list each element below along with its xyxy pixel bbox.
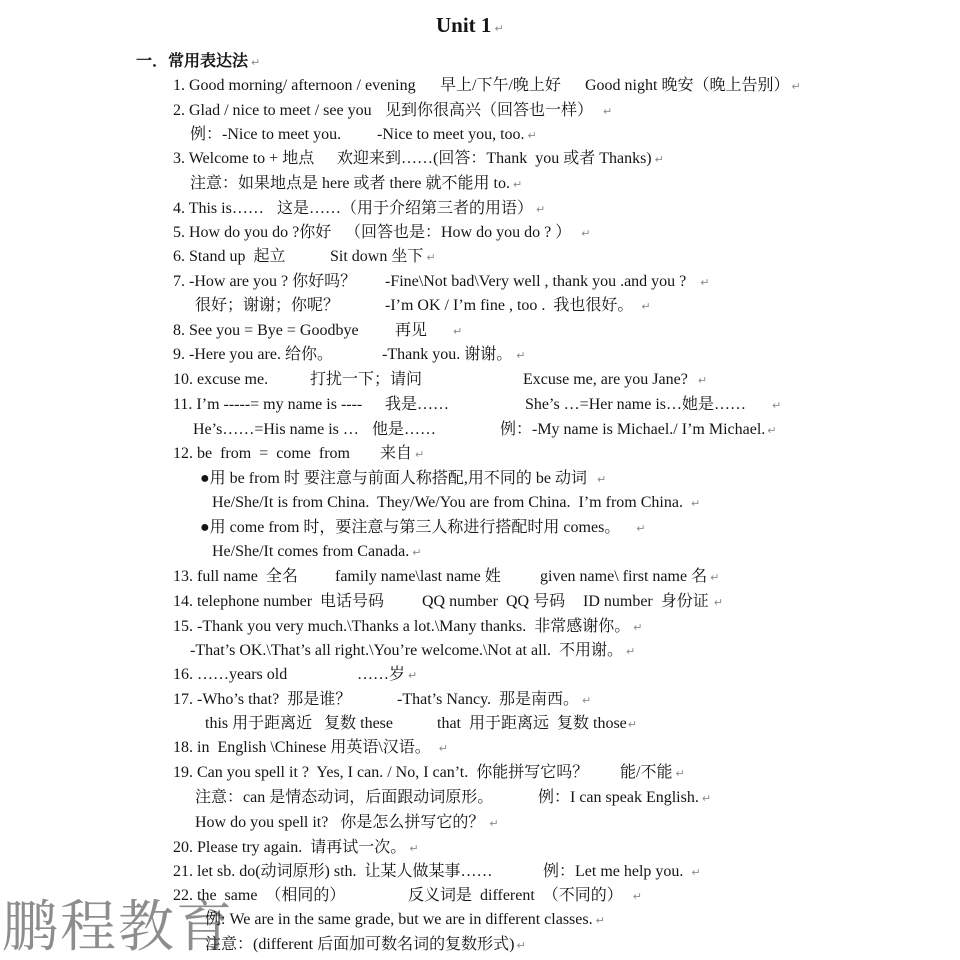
segment-text: She’s …=Her name is…她是…… <box>525 396 747 413</box>
line-segment <box>395 321 462 342</box>
line-segment: 9. -Here you are. 给你。 <box>173 346 333 363</box>
section-heading <box>136 52 260 73</box>
paragraph-mark: ↵ <box>675 767 685 780</box>
expression-item-11-continued <box>0 420 960 440</box>
line-segment: 4. This is…… <box>173 200 264 217</box>
paragraph-mark: ↵ <box>512 178 523 191</box>
title-text: Unit 1 <box>436 13 492 37</box>
line-segment: 14. telephone number <box>173 593 313 610</box>
expression-item-15-continued <box>0 641 960 661</box>
paragraph-mark: ↵ <box>438 742 448 755</box>
line-segment: 10. excuse me. <box>173 371 269 388</box>
paragraph-mark: ↵ <box>603 105 613 118</box>
segment-text: 15. -Thank you very much.\Thanks a lot.\Many thanks. 非常感谢你。 <box>173 618 631 635</box>
expression-item-19-example <box>0 813 960 833</box>
line-segment: 16. ……years old <box>173 666 288 683</box>
line-segment <box>337 149 664 170</box>
line-segment <box>377 125 537 146</box>
line-segment <box>205 910 605 931</box>
segment-text: 来自 <box>380 445 413 462</box>
line-segment <box>538 788 711 809</box>
segment-text: -That’s OK.\That’s all right.\You’re welcome.\Not at all. 不用谢。 <box>190 642 623 659</box>
line-segment <box>212 542 422 563</box>
paragraph-mark: ↵ <box>772 399 782 412</box>
expression-item-12-example-2 <box>0 542 960 562</box>
line-segment <box>525 395 781 416</box>
paragraph-mark: ↵ <box>713 596 723 609</box>
expression-item-8 <box>0 321 960 341</box>
segment-text: -Fine\Not bad\Very well , thank you .and you ? <box>385 273 687 290</box>
line-segment: 17. -Who’s that? 那是谁？ <box>173 691 352 708</box>
expression-item-14 <box>0 592 960 612</box>
segment-text: 再见 <box>395 322 428 339</box>
expression-item-2-example <box>0 125 960 145</box>
paragraph-mark: ↵ <box>489 817 499 830</box>
line-segment <box>385 101 612 122</box>
paragraph-mark: ↵ <box>408 669 418 682</box>
paragraph-mark: ↵ <box>516 349 526 362</box>
segment-text: He/She/It is from China. They/We/You are from China. I’m from China. <box>212 494 683 511</box>
segment-text: 见到你很高兴（回答也一样） <box>385 102 594 119</box>
paragraph-mark: ↵ <box>697 374 708 387</box>
expression-item-1 <box>0 76 960 96</box>
segment-text: 欢迎来到……(回答：Thank you 或者 Thanks) <box>337 150 652 167</box>
line-segment <box>380 444 424 465</box>
expression-item-22-example <box>0 910 960 930</box>
segment-text: ID number 身份证 <box>583 593 709 610</box>
paragraph-mark: ↵ <box>251 56 261 69</box>
line-segment <box>173 838 419 859</box>
segment-text: Sit down 坐下 <box>330 248 424 265</box>
section-heading-text: 一．常用表达法 <box>136 53 249 70</box>
line-segment <box>345 223 590 244</box>
paragraph-mark: ↵ <box>453 325 463 338</box>
segment-text: Good night 晚安（晚上告别） <box>585 77 790 94</box>
paragraph-mark: ↵ <box>710 571 720 584</box>
segment-text: 18. in English \Chinese 用英语\汉语。 <box>173 739 431 756</box>
line-segment: 5. How do you do ?你好 <box>173 224 332 241</box>
expression-item-20 <box>0 838 960 858</box>
line-segment: QQ number QQ 号码 <box>422 593 566 610</box>
expression-item-15 <box>0 617 960 637</box>
expression-item-21 <box>0 862 960 882</box>
paragraph-mark: ↵ <box>690 497 701 510</box>
segment-text: 注意：如果地点是 here 或者 there 就不能用 to. <box>190 175 510 192</box>
line-segment <box>200 518 646 539</box>
paragraph-mark: ↵ <box>581 227 591 240</box>
line-segment: He’s……=His name is … <box>193 421 359 438</box>
segment-text: （回答也是：How do you do ? ） <box>345 224 572 241</box>
segment-text: He/She/It comes from Canada. <box>212 543 410 560</box>
line-segment: 他是…… <box>372 421 437 438</box>
line-segment: 3. Welcome to + 地点 <box>173 150 315 167</box>
document-title <box>436 12 504 42</box>
paragraph-mark: ↵ <box>426 251 436 264</box>
line-segment <box>543 862 701 883</box>
segment-text: -That’s Nancy. 那是南西。 <box>397 691 580 708</box>
line-segment <box>190 641 635 662</box>
segment-text: 能/不能 <box>620 764 673 781</box>
segment-text: Excuse me, are you Jane? <box>523 371 688 388</box>
expression-item-17 <box>0 690 960 710</box>
expression-item-11 <box>0 395 960 415</box>
expression-item-5 <box>0 223 960 243</box>
expression-item-7 <box>0 272 960 292</box>
segment-text: 例：-My name is Michael./ I’m Michael. <box>500 421 766 438</box>
line-segment: 2. Glad / nice to meet / see you <box>173 102 372 119</box>
line-segment: 1. Good morning/ afternoon / evening <box>173 77 416 94</box>
line-segment <box>277 199 545 220</box>
segment-text: 例: We are in the same grade, but we are in different classes. <box>205 911 593 928</box>
expression-item-13 <box>0 567 960 587</box>
line-segment: 很好；谢谢；你呢？ <box>195 297 340 314</box>
line-segment: 例：-Nice to meet you. <box>190 126 342 143</box>
expression-item-2 <box>0 101 960 121</box>
paragraph-mark: ↵ <box>409 842 419 855</box>
line-segment <box>583 592 723 613</box>
expression-item-3 <box>0 149 960 169</box>
paragraph-mark: ↵ <box>494 22 504 35</box>
expression-item-3-note <box>0 174 960 194</box>
watermark: 鹏程教育 <box>2 895 234 960</box>
paragraph-mark: ↵ <box>701 792 712 805</box>
line-segment: 电话号码 <box>320 593 385 610</box>
line-segment: 我是…… <box>385 396 450 413</box>
expression-item-19-note <box>0 788 960 808</box>
paragraph-mark: ↵ <box>596 473 607 486</box>
line-segment <box>397 690 591 711</box>
expression-item-12-usage-note-1 <box>0 469 960 489</box>
expression-item-12-example-1 <box>0 493 960 513</box>
expression-item-19 <box>0 763 960 783</box>
line-segment: 11. I’m -----= my name is ---- <box>173 396 363 413</box>
paragraph-mark: ↵ <box>767 424 777 437</box>
line-segment <box>620 763 685 784</box>
line-segment: 6. Stand up 起立 <box>173 248 286 265</box>
line-segment: 7. -How are you ? 你好吗？ <box>173 273 357 290</box>
segment-text: 例：I can speak English. <box>538 789 699 806</box>
paragraph-mark: ↵ <box>527 129 537 142</box>
segment-text: 注意：(different 后面加可数名词的复数形式) <box>205 936 515 953</box>
paragraph-mark: ↵ <box>632 890 643 903</box>
segment-text: 20. Please try again. 请再试一次。 <box>173 839 407 856</box>
line-segment: 19. Can you spell it ? Yes, I can. / No, I can’t. 你能拼写它吗？ <box>173 764 589 781</box>
expression-item-7-continued <box>0 296 960 316</box>
paragraph-mark: ↵ <box>516 939 526 952</box>
paragraph-mark: ↵ <box>536 203 546 216</box>
expression-item-12-usage-note-2 <box>0 518 960 538</box>
line-segment <box>500 420 777 441</box>
paragraph-mark: ↵ <box>633 621 643 634</box>
segment-text: How do you spell it? 你是怎么拼写它的？ <box>195 814 485 831</box>
line-segment <box>357 665 417 686</box>
line-segment: 13. full name 全名 <box>173 568 298 585</box>
line-segment <box>212 493 700 514</box>
line-segment: 8. See you = Bye = Goodbye <box>173 322 359 339</box>
line-segment: 打扰一下；请问 <box>310 371 423 388</box>
line-segment <box>385 272 710 293</box>
expression-item-17-note <box>0 714 960 734</box>
expression-item-22-note <box>0 935 960 955</box>
line-segment <box>408 886 642 907</box>
line-segment <box>382 345 525 366</box>
line-segment: 21. let sb. do(动词原形) sth. 让某人做某事…… <box>173 863 493 880</box>
line-segment: 12. be from = come from <box>173 445 350 462</box>
segment-text: -Nice to meet you, too. <box>377 126 525 143</box>
line-segment <box>173 738 448 759</box>
line-segment <box>200 469 606 490</box>
segment-text: -I’m OK / I’m fine , too . 我也很好。 <box>385 297 634 314</box>
paragraph-mark: ↵ <box>636 522 646 535</box>
line-segment <box>540 567 719 588</box>
line-segment <box>523 370 707 391</box>
line-segment: 22. the same （相同的） <box>173 887 346 904</box>
line-segment: family name\last name 姓 <box>335 568 501 585</box>
segment-text: 这是……（用于介绍第三者的用语） <box>277 200 534 217</box>
expression-item-6 <box>0 247 960 267</box>
line-segment <box>437 714 637 735</box>
expression-item-10 <box>0 370 960 390</box>
paragraph-mark: ↵ <box>625 645 636 658</box>
line-segment: 早上/下午/晚上好 <box>440 77 561 94</box>
segment-text: ……岁 <box>357 666 406 683</box>
paragraph-mark: ↵ <box>595 914 605 927</box>
paragraph-mark: ↵ <box>700 276 710 289</box>
paragraph-mark: ↵ <box>641 300 651 313</box>
line-segment <box>190 174 522 195</box>
segment-text: ●用 come from 时，要注意与第三人称进行搭配时用 comes。 <box>200 519 621 536</box>
line-segment <box>173 617 643 638</box>
line-segment <box>195 813 499 834</box>
line-segment <box>585 76 801 97</box>
line-segment <box>385 296 651 317</box>
segment-text: 反义词是 different （不同的） <box>408 887 623 904</box>
expression-item-12 <box>0 444 960 464</box>
segment-text: given name\ first name 名 <box>540 568 708 585</box>
line-segment: this 用于距离近 复数 these <box>205 715 393 732</box>
expression-item-9 <box>0 345 960 365</box>
segment-text: ●用 be from 时 要注意与前面人称搭配,用不同的 be 动词 <box>200 470 587 487</box>
paragraph-mark: ↵ <box>582 694 592 707</box>
expression-item-18 <box>0 738 960 758</box>
paragraph-mark: ↵ <box>691 866 701 879</box>
segment-text: 例：Let me help you. <box>543 863 684 880</box>
paragraph-mark: ↵ <box>654 153 664 166</box>
paragraph-mark: ↵ <box>791 80 801 93</box>
expression-item-16 <box>0 665 960 685</box>
expression-item-4 <box>0 199 960 219</box>
paragraph-mark: ↵ <box>412 546 422 559</box>
paragraph-mark: ↵ <box>627 718 637 731</box>
line-segment: 注意：can 是情态动词，后面跟动词原形。 <box>195 789 494 806</box>
paragraph-mark: ↵ <box>415 448 425 461</box>
segment-text: that 用于距离远 复数 those <box>437 715 627 732</box>
expression-item-22 <box>0 886 960 906</box>
line-segment <box>205 935 526 956</box>
segment-text: -Thank you. 谢谢。 <box>382 346 513 363</box>
line-segment <box>330 247 436 268</box>
